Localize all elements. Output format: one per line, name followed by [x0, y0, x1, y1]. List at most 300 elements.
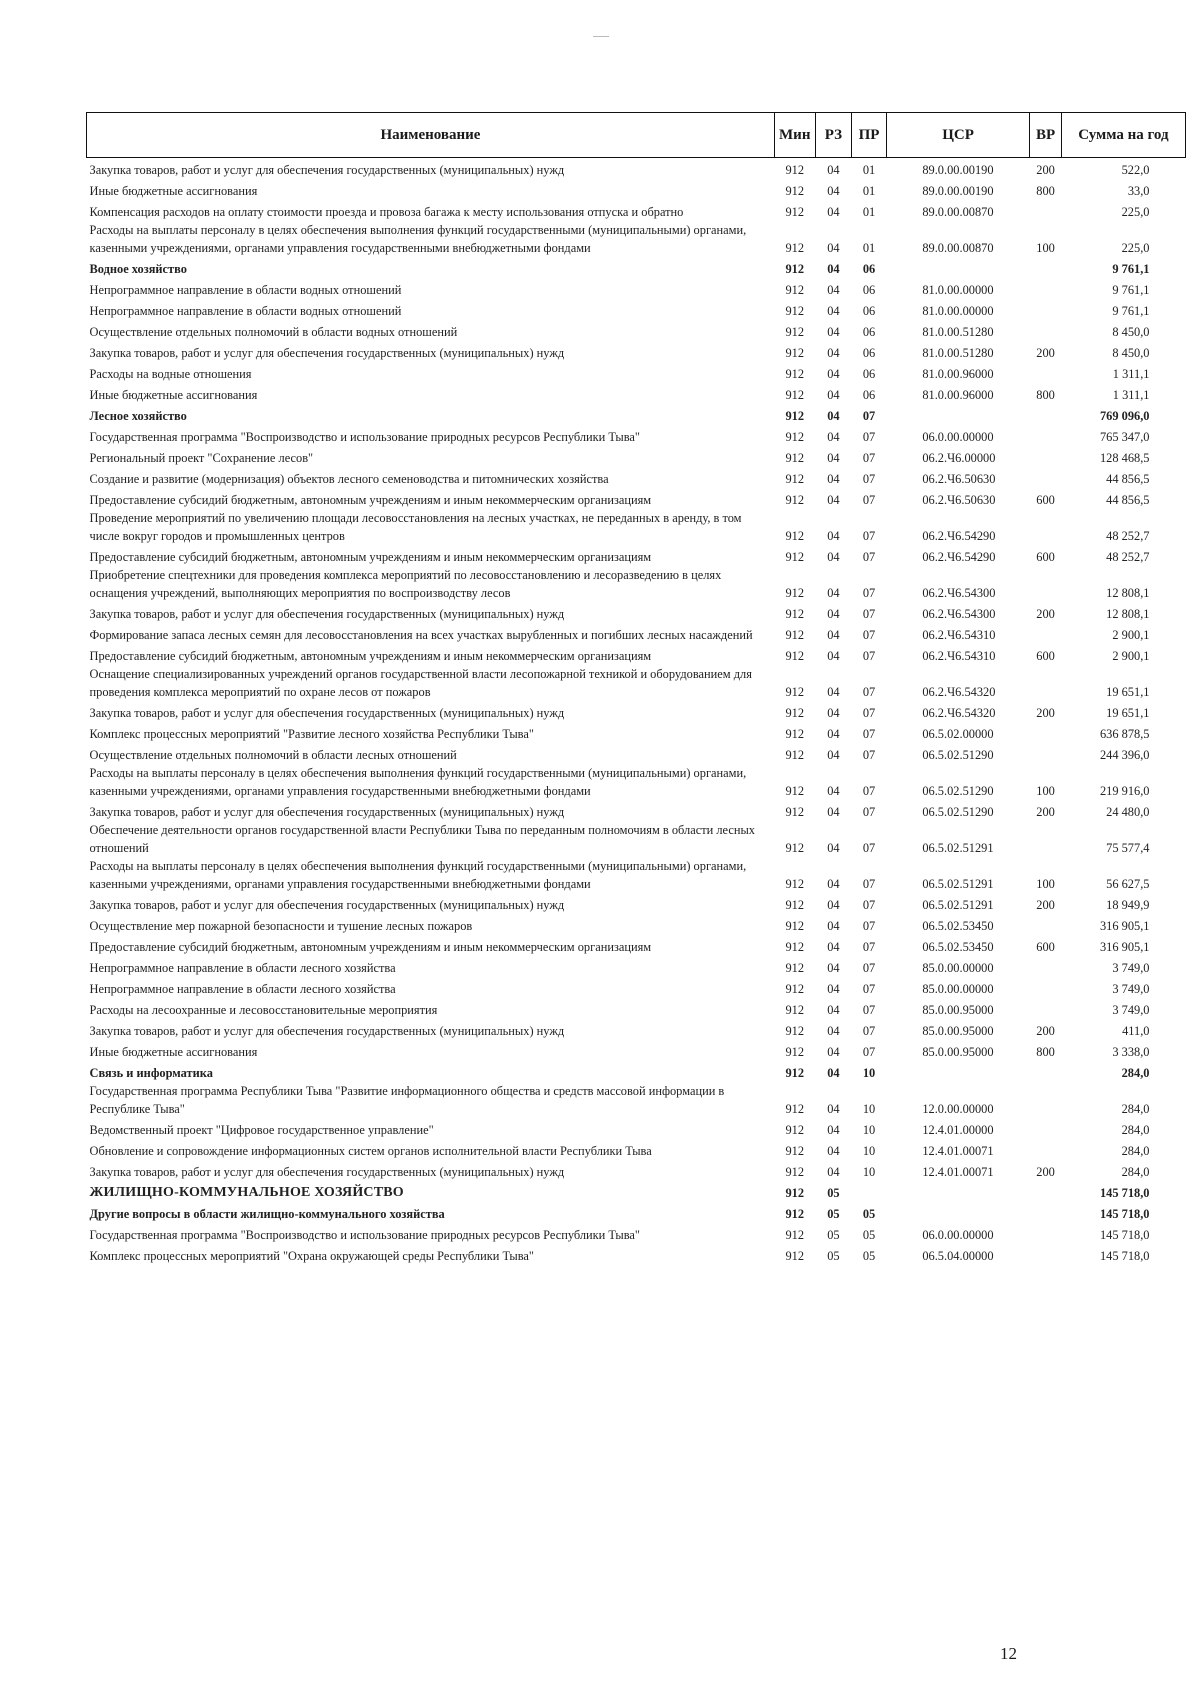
budget-table-container: [86, 112, 1186, 1265]
row-sum: 284,0: [1121, 1102, 1150, 1116]
row-rz: 04: [827, 409, 840, 423]
row-pr: 06: [862, 367, 876, 381]
table-row: [87, 764, 1186, 800]
row-pr: 06: [862, 388, 876, 402]
header-pr: ПР: [852, 113, 887, 158]
row-vr: [1030, 362, 1062, 383]
row-vr: [1030, 257, 1062, 278]
row-pr: 07: [862, 529, 876, 543]
row-csr: 85.0.00.00000: [922, 961, 994, 975]
row-min: 912: [785, 1186, 805, 1200]
row-csr: [886, 1181, 1029, 1202]
row-vr: 100: [1036, 241, 1055, 255]
row-vr: [1030, 509, 1062, 545]
row-sum: 284,0: [1121, 1165, 1150, 1179]
row-name: Предоставление субсидий бюджетным, автономным учреждениям и иным некоммерческим организациям: [89, 493, 652, 507]
row-rz: 04: [827, 1123, 840, 1137]
row-sum: 128 468,5: [1099, 451, 1150, 465]
row-csr: [886, 257, 1029, 278]
row-sum: 145 718,0: [1099, 1207, 1150, 1221]
row-name: Комплекс процессных мероприятий "Охрана окружающей среды Республики Тыва": [89, 1249, 534, 1263]
row-vr: [1030, 1139, 1062, 1160]
row-pr: 07: [862, 451, 876, 465]
table-row: [87, 200, 1186, 221]
page-number: 12: [1000, 1644, 1017, 1663]
table-row: [87, 857, 1186, 893]
row-name: Водное хозяйство: [89, 262, 187, 276]
table-row: [87, 1160, 1186, 1181]
row-min: 912: [785, 685, 805, 699]
row-pr: 06: [862, 262, 876, 276]
row-csr: 06.0.00.00000: [922, 430, 994, 444]
row-rz: 04: [827, 1066, 840, 1080]
row-rz: 04: [827, 961, 840, 975]
row-rz: 04: [827, 649, 840, 663]
row-vr: [1030, 1118, 1062, 1139]
table-row: [87, 158, 1186, 180]
row-sum: 24 480,0: [1106, 805, 1150, 819]
row-csr: 06.2.Ч6.54300: [922, 586, 996, 600]
row-sum: 19 651,1: [1106, 685, 1150, 699]
row-sum: 769 096,0: [1099, 409, 1150, 423]
row-vr: [1030, 1082, 1062, 1118]
row-pr: 07: [862, 784, 876, 798]
row-sum: 33,0: [1127, 184, 1150, 198]
row-min: 912: [785, 961, 805, 975]
row-csr: [886, 1061, 1029, 1082]
row-pr: 07: [862, 1024, 876, 1038]
row-sum: 2 900,1: [1112, 628, 1150, 642]
row-csr: 06.5.02.51290: [922, 805, 994, 819]
table-row: [87, 566, 1186, 602]
row-csr: 89.0.00.00190: [922, 184, 994, 198]
row-csr: 85.0.00.95000: [922, 1003, 994, 1017]
row-csr: 12.4.01.00071: [922, 1144, 994, 1158]
row-vr: [1030, 821, 1062, 857]
table-row: [87, 221, 1186, 257]
header-name: Наименование: [87, 113, 775, 158]
row-min: 912: [785, 586, 805, 600]
row-name: Создание и развитие (модернизация) объектов лесного семеноводства и питомнических хозяйства: [89, 472, 609, 486]
row-name: Государственная программа Республики Тыва "Развитие информационного общества и средств массовой информации в Республике Тыва": [89, 1084, 725, 1116]
row-rz: 04: [827, 1045, 840, 1059]
row-name: Комплекс процессных мероприятий "Развитие лесного хозяйства Республики Тыва": [89, 727, 534, 741]
row-min: 912: [785, 325, 805, 339]
row-pr: 07: [862, 1045, 876, 1059]
row-pr: 05: [862, 1207, 876, 1221]
row-rz: 04: [827, 346, 840, 360]
table-row: [87, 821, 1186, 857]
row-vr: 200: [1036, 706, 1055, 720]
table-row: [87, 257, 1186, 278]
table-header: [87, 113, 1186, 158]
row-name: Оснащение специализированных учреждений органов государственной власти лесопожарной техникой и оборудованием для проведения комплекса мероприятий по охране лесов от пожаров: [89, 667, 752, 699]
row-csr: 85.0.00.95000: [922, 1045, 994, 1059]
row-min: 912: [785, 982, 805, 996]
row-vr: [1030, 1202, 1062, 1223]
row-sum: 219 916,0: [1099, 784, 1150, 798]
row-pr: 06: [862, 283, 876, 297]
row-pr: 07: [862, 409, 876, 423]
row-min: 912: [785, 841, 805, 855]
table-row: [87, 1061, 1186, 1082]
row-vr: 100: [1036, 877, 1055, 891]
row-pr: 07: [862, 430, 876, 444]
row-min: 912: [785, 805, 805, 819]
header-csr: ЦСР: [886, 113, 1029, 158]
row-name: Закупка товаров, работ и услуг для обеспечения государственных (муниципальных) нужд: [89, 346, 565, 360]
table-row: [87, 1082, 1186, 1118]
row-vr: [1030, 200, 1062, 221]
row-vr: [1030, 299, 1062, 320]
row-csr: 85.0.00.00000: [922, 982, 994, 996]
row-rz: 04: [827, 367, 840, 381]
row-pr: 07: [862, 841, 876, 855]
row-vr: 600: [1036, 940, 1055, 954]
row-name: Закупка товаров, работ и услуг для обеспечения государственных (муниципальных) нужд: [89, 1024, 565, 1038]
row-vr: 600: [1036, 493, 1055, 507]
row-rz: 04: [827, 1024, 840, 1038]
row-csr: 89.0.00.00870: [922, 241, 994, 255]
table-row: [87, 1139, 1186, 1160]
row-name: Ведомственный проект "Цифровое государственное управление": [89, 1123, 434, 1137]
table-row: [87, 425, 1186, 446]
row-vr: 800: [1036, 388, 1055, 402]
row-vr: [1030, 1061, 1062, 1082]
row-sum: 145 718,0: [1099, 1228, 1150, 1242]
table-row: [87, 1223, 1186, 1244]
table-row: [87, 1202, 1186, 1223]
row-rz: 04: [827, 1102, 840, 1116]
table-row: [87, 320, 1186, 341]
table-row: [87, 935, 1186, 956]
row-rz: 05: [827, 1249, 840, 1263]
row-rz: 04: [827, 748, 840, 762]
row-min: 912: [785, 1024, 805, 1038]
row-rz: 04: [827, 607, 840, 621]
row-sum: 244 396,0: [1099, 748, 1150, 762]
row-vr: 200: [1036, 1165, 1055, 1179]
row-min: 912: [785, 1249, 805, 1263]
table-row: [87, 956, 1186, 977]
table-row: [87, 1040, 1186, 1061]
row-vr: [1030, 1223, 1062, 1244]
row-name: Иные бюджетные ассигнования: [89, 388, 258, 402]
table-row: [87, 701, 1186, 722]
row-sum: 48 252,7: [1106, 529, 1150, 543]
row-csr: 06.2.Ч6.00000: [922, 451, 996, 465]
row-pr: 07: [862, 493, 876, 507]
table-row: [87, 446, 1186, 467]
row-pr: 10: [862, 1102, 876, 1116]
row-min: 912: [785, 409, 805, 423]
row-pr: 07: [862, 748, 876, 762]
row-min: 912: [785, 706, 805, 720]
row-sum: 44 856,5: [1106, 472, 1150, 486]
row-pr: 07: [862, 877, 876, 891]
row-name: Закупка товаров, работ и услуг для обеспечения государственных (муниципальных) нужд: [89, 805, 565, 819]
table-row: [87, 800, 1186, 821]
row-pr: 07: [862, 472, 876, 486]
row-sum: 316 905,1: [1099, 919, 1150, 933]
row-min: 912: [785, 550, 805, 564]
row-min: 912: [785, 451, 805, 465]
row-sum: 2 900,1: [1112, 649, 1150, 663]
row-pr: 07: [862, 586, 876, 600]
row-rz: 05: [827, 1207, 840, 1221]
row-rz: 04: [827, 919, 840, 933]
row-csr: [886, 404, 1029, 425]
table-row: [87, 998, 1186, 1019]
row-pr: 07: [862, 550, 876, 564]
row-csr: 06.2.Ч6.54320: [922, 706, 996, 720]
row-min: 912: [785, 919, 805, 933]
header-min: Мин: [774, 113, 815, 158]
row-vr: [1030, 665, 1062, 701]
budget-table: [86, 112, 1186, 1265]
row-csr: 06.5.02.51290: [922, 784, 994, 798]
row-min: 912: [785, 1165, 805, 1179]
row-pr: 06: [862, 325, 876, 339]
row-sum: 765 347,0: [1099, 430, 1150, 444]
row-min: 912: [785, 898, 805, 912]
row-rz: 04: [827, 1144, 840, 1158]
row-name: Осуществление мер пожарной безопасности и тушение лесных пожаров: [89, 919, 473, 933]
row-min: 912: [785, 1207, 805, 1221]
row-sum: 3 749,0: [1112, 1003, 1150, 1017]
row-rz: 04: [827, 841, 840, 855]
row-rz: 04: [827, 529, 840, 543]
row-name: Закупка товаров, работ и услуг для обеспечения государственных (муниципальных) нужд: [89, 163, 565, 177]
row-pr: 07: [862, 649, 876, 663]
row-rz: 04: [827, 388, 840, 402]
row-name: Обеспечение деятельности органов государственной власти Республики Тыва по переданным полномочиям в области лесных отношений: [89, 823, 755, 855]
table-row: [87, 977, 1186, 998]
row-min: 912: [785, 304, 805, 318]
row-name: Иные бюджетные ассигнования: [89, 184, 258, 198]
row-rz: 04: [827, 493, 840, 507]
table-row: [87, 1181, 1186, 1202]
row-min: 912: [785, 163, 805, 177]
row-name: Проведение мероприятий по увеличению площади лесовосстановления на лесных участках, не переданных в аренду, в том числе вокруг городов и промышленных центров: [89, 511, 742, 543]
row-sum: 3 338,0: [1112, 1045, 1150, 1059]
row-rz: 04: [827, 805, 840, 819]
row-csr: 85.0.00.95000: [922, 1024, 994, 1038]
row-name: Расходы на выплаты персоналу в целях обеспечения выполнения функций государственными (муниципальными) органами, казенными учреждениями, органами управления государственными внебюджетными фондами: [89, 223, 747, 255]
table-row: [87, 467, 1186, 488]
row-vr: [1030, 1244, 1062, 1265]
row-sum: 3 749,0: [1112, 961, 1150, 975]
table-row: [87, 743, 1186, 764]
row-name: Непрограммное направление в области лесного хозяйства: [89, 961, 396, 975]
row-csr: 12.4.01.00071: [922, 1165, 994, 1179]
row-vr: [1030, 566, 1062, 602]
row-sum: 225,0: [1121, 241, 1150, 255]
row-rz: 04: [827, 1165, 840, 1179]
row-rz: 04: [827, 205, 840, 219]
row-pr: 07: [862, 607, 876, 621]
table-row: [87, 488, 1186, 509]
row-vr: [1030, 320, 1062, 341]
row-vr: [1030, 956, 1062, 977]
row-min: 912: [785, 388, 805, 402]
row-vr: 200: [1036, 607, 1055, 621]
row-rz: 04: [827, 1003, 840, 1017]
row-sum: 48 252,7: [1106, 550, 1150, 564]
row-vr: 200: [1036, 1024, 1055, 1038]
table-body: [87, 158, 1186, 1266]
row-vr: 200: [1036, 163, 1055, 177]
row-csr: [886, 1202, 1029, 1223]
row-rz: 04: [827, 241, 840, 255]
row-pr: 07: [862, 940, 876, 954]
row-csr: 06.2.Ч6.54300: [922, 607, 996, 621]
header-rz: РЗ: [815, 113, 852, 158]
row-pr: 07: [862, 982, 876, 996]
row-pr: 06: [862, 304, 876, 318]
row-vr: 600: [1036, 550, 1055, 564]
row-pr: 07: [862, 1003, 876, 1017]
row-csr: 12.4.01.00000: [922, 1123, 994, 1137]
row-csr: 81.0.00.00000: [922, 304, 994, 318]
row-pr: 05: [862, 1228, 876, 1242]
row-min: 912: [785, 940, 805, 954]
row-name: Компенсация расходов на оплату стоимости проезда и провоза багажа к месту использования отпуска и обратно: [89, 205, 684, 219]
row-min: 912: [785, 1066, 805, 1080]
row-sum: 8 450,0: [1112, 325, 1150, 339]
row-rz: 04: [827, 706, 840, 720]
row-rz: 04: [827, 898, 840, 912]
row-pr: 07: [862, 919, 876, 933]
row-name: Закупка товаров, работ и услуг для обеспечения государственных (муниципальных) нужд: [89, 1165, 565, 1179]
row-name: Государственная программа "Воспроизводство и использование природных ресурсов Республики Тыва": [89, 1228, 640, 1242]
row-csr: 12.0.00.00000: [922, 1102, 994, 1116]
row-min: 912: [785, 1228, 805, 1242]
row-csr: 81.0.00.00000: [922, 283, 994, 297]
row-min: 912: [785, 649, 805, 663]
row-vr: [1030, 914, 1062, 935]
row-min: 912: [785, 472, 805, 486]
row-name: Формирование запаса лесных семян для лесовосстановления на всех участках вырубленных и погибших лесных насаждений: [89, 628, 753, 642]
row-name: Обновление и сопровождение информационных систем органов исполнительной власти Республики Тыва: [89, 1144, 652, 1158]
row-min: 912: [785, 1144, 805, 1158]
row-name: Непрограммное направление в области лесного хозяйства: [89, 982, 396, 996]
row-csr: 06.2.Ч6.54290: [922, 550, 996, 564]
row-min: 912: [785, 727, 805, 741]
row-rz: 04: [827, 325, 840, 339]
row-csr: 06.2.Ч6.50630: [922, 493, 996, 507]
row-rz: 04: [827, 283, 840, 297]
row-sum: 284,0: [1121, 1144, 1150, 1158]
row-rz: 04: [827, 784, 840, 798]
row-vr: [1030, 467, 1062, 488]
row-pr: 01: [862, 184, 876, 198]
row-csr: 06.5.02.00000: [922, 727, 994, 741]
row-sum: 8 450,0: [1112, 346, 1150, 360]
table-row: [87, 1244, 1186, 1265]
row-name: Предоставление субсидий бюджетным, автономным учреждениям и иным некоммерческим организациям: [89, 649, 652, 663]
table-row: [87, 404, 1186, 425]
row-vr: 200: [1036, 805, 1055, 819]
row-pr: 06: [862, 346, 876, 360]
row-csr: 06.2.Ч6.54310: [922, 628, 996, 642]
row-min: 912: [785, 607, 805, 621]
row-pr: 10: [862, 1066, 876, 1080]
row-name: Предоставление субсидий бюджетным, автономным учреждениям и иным некоммерческим организациям: [89, 940, 652, 954]
table-row: [87, 509, 1186, 545]
row-name: Расходы на водные отношения: [89, 367, 252, 381]
row-min: 912: [785, 430, 805, 444]
row-name: Расходы на выплаты персоналу в целях обеспечения выполнения функций государственными (муниципальными) органами, казенными учреждениями, органами управления государственными внебюджетными фондами: [89, 859, 747, 891]
row-name: Непрограммное направление в области водных отношений: [89, 283, 402, 297]
row-csr: 06.5.04.00000: [922, 1249, 994, 1263]
row-min: 912: [785, 205, 805, 219]
row-csr: 06.2.Ч6.50630: [922, 472, 996, 486]
header-vr: ВР: [1030, 113, 1062, 158]
row-name: Расходы на выплаты персоналу в целях обеспечения выполнения функций государственными (муниципальными) органами, казенными учреждениями, органами управления государственными внебюджетными фондами: [89, 766, 747, 798]
row-sum: 12 808,1: [1106, 607, 1150, 621]
row-rz: 04: [827, 877, 840, 891]
table-row: [87, 383, 1186, 404]
table-row: [87, 278, 1186, 299]
row-pr: 07: [862, 805, 876, 819]
row-sum: 18 949,9: [1106, 898, 1150, 912]
row-name: ЖИЛИЩНО-КОММУНАЛЬНОЕ ХОЗЯЙСТВО: [89, 1185, 404, 1200]
row-csr: 06.2.Ч6.54320: [922, 685, 996, 699]
table-row: [87, 644, 1186, 665]
row-sum: 9 761,1: [1112, 304, 1150, 318]
row-sum: 316 905,1: [1099, 940, 1150, 954]
row-csr: 81.0.00.96000: [922, 388, 994, 402]
row-rz: 04: [827, 685, 840, 699]
row-sum: 225,0: [1121, 205, 1150, 219]
row-min: 912: [785, 184, 805, 198]
row-min: 912: [785, 262, 805, 276]
row-name: Закупка товаров, работ и услуг для обеспечения государственных (муниципальных) нужд: [89, 706, 565, 720]
row-sum: 284,0: [1121, 1123, 1150, 1137]
table-row: [87, 1019, 1186, 1040]
row-sum: 636 878,5: [1099, 727, 1150, 741]
header-sum: Сумма на год: [1061, 113, 1185, 158]
row-name: Приобретение спецтехники для проведения комплекса мероприятий по лесовосстановлению и лесоразведению в целях оснащения учреждений, выполняющих мероприятия по воспроизводству лесов: [89, 568, 722, 600]
row-vr: [1030, 977, 1062, 998]
row-sum: 44 856,5: [1106, 493, 1150, 507]
row-pr: 05: [862, 1249, 876, 1263]
row-csr: 81.0.00.96000: [922, 367, 994, 381]
row-pr: 07: [862, 727, 876, 741]
row-name: Связь и информатика: [89, 1066, 213, 1080]
row-rz: 04: [827, 430, 840, 444]
row-csr: 89.0.00.00190: [922, 163, 994, 177]
row-csr: 81.0.00.51280: [922, 346, 994, 360]
row-csr: 06.0.00.00000: [922, 1228, 994, 1242]
row-sum: 1 311,1: [1112, 367, 1150, 381]
row-sum: 411,0: [1122, 1024, 1150, 1038]
row-min: 912: [785, 1045, 805, 1059]
table-row: [87, 602, 1186, 623]
table-row: [87, 914, 1186, 935]
table-row: [87, 1118, 1186, 1139]
row-csr: 06.2.Ч6.54310: [922, 649, 996, 663]
row-csr: 06.5.02.51291: [922, 841, 994, 855]
row-min: 912: [785, 784, 805, 798]
row-csr: 81.0.00.51280: [922, 325, 994, 339]
row-csr: 06.5.02.51291: [922, 898, 994, 912]
row-sum: 56 627,5: [1106, 877, 1150, 891]
row-rz: 04: [827, 304, 840, 318]
row-pr: 07: [862, 706, 876, 720]
row-sum: 19 651,1: [1106, 706, 1150, 720]
